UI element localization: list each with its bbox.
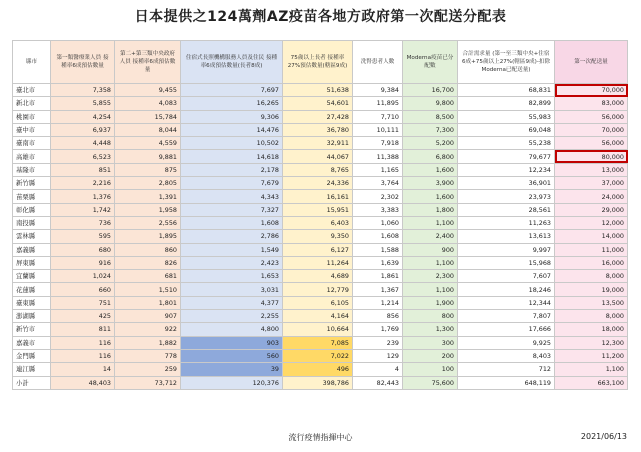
cell-long-term-care: 4,800 [181,323,283,336]
cell-elderly-75: 51,638 [283,84,353,97]
cell-elderly-75: 16,161 [283,190,353,203]
cell-category-1: 6,523 [51,150,115,163]
cell-category-2-3: 1,510 [115,283,181,296]
cell-moderna: 1,100 [403,256,458,269]
cell-city: 高雄市 [13,150,51,163]
cell-city: 宜蘭縣 [13,270,51,283]
cell-category-2-3: 2,556 [115,216,181,229]
cell-city: 臺東縣 [13,296,51,309]
cell-city: 臺南市 [13,137,51,150]
cell-category-2-3: 907 [115,310,181,323]
table-row [13,230,628,243]
cell-long-term-care: 2,423 [181,256,283,269]
cell-city: 連江縣 [13,363,51,376]
cell-total-demand: 648,119 [458,376,555,389]
cell-city: 桃園市 [13,110,51,123]
cell-city: 南投縣 [13,216,51,229]
table-row [13,190,628,203]
cell-long-term-care: 4,377 [181,296,283,309]
cell-category-1: 1,024 [51,270,115,283]
header-category-2-3: 第二+第三類中央政府人員 接種率6成預估數量 [115,41,181,84]
cell-long-term-care: 4,343 [181,190,283,203]
cell-category-2-3: 259 [115,363,181,376]
table-row [13,296,628,309]
cell-category-1: 48,403 [51,376,115,389]
cell-total-demand: 18,246 [458,283,555,296]
cell-elderly-75: 4,689 [283,270,353,283]
cell-moderna: 1,900 [403,296,458,309]
cell-first-shipment: 11,000 [555,243,628,256]
cell-category-2-3: 1,958 [115,203,181,216]
header-elderly-75: 75歲以上長者 接種率27%預估數量(轄區9成) [283,41,353,84]
cell-elderly-75: 7,085 [283,336,353,349]
cell-city: 小計 [13,376,51,389]
cell-first-shipment: 70,000 [555,123,628,136]
cell-first-shipment: 37,000 [555,177,628,190]
cell-long-term-care: 2,178 [181,163,283,176]
cell-long-term-care: 39 [181,363,283,376]
cell-total-demand: 7,607 [458,270,555,283]
table-row [13,177,628,190]
cell-first-shipment: 56,000 [555,110,628,123]
cell-elderly-75: 496 [283,363,353,376]
cell-category-1: 1,376 [51,190,115,203]
cell-moderna: 7,300 [403,123,458,136]
cell-elderly-75: 12,779 [283,283,353,296]
cell-long-term-care: 1,608 [181,216,283,229]
table-row [13,150,628,163]
cell-first-shipment: 19,000 [555,283,628,296]
cell-long-term-care: 7,679 [181,177,283,190]
cell-dialysis: 82,443 [353,376,403,389]
cell-moderna: 800 [403,310,458,323]
cell-long-term-care: 7,697 [181,84,283,97]
cell-moderna: 200 [403,349,458,362]
cell-category-1: 736 [51,216,115,229]
table-row [13,363,628,376]
header-long-term-care: 住宿式長照機構服務人員及住民 接種率6成預估數量(長者8成) [181,41,283,84]
cell-total-demand: 13,613 [458,230,555,243]
table-row [13,283,628,296]
cell-city: 苗栗縣 [13,190,51,203]
cell-moderna: 100 [403,363,458,376]
cell-first-shipment: 29,000 [555,203,628,216]
cell-city: 金門縣 [13,349,51,362]
cell-moderna: 1,100 [403,283,458,296]
cell-dialysis: 856 [353,310,403,323]
cell-total-demand: 28,561 [458,203,555,216]
cell-category-2-3: 9,455 [115,84,181,97]
cell-long-term-care: 14,476 [181,123,283,136]
cell-total-demand: 7,807 [458,310,555,323]
cell-category-1: 2,216 [51,177,115,190]
cell-long-term-care: 3,031 [181,283,283,296]
cell-dialysis: 1,639 [353,256,403,269]
cell-elderly-75: 32,911 [283,137,353,150]
cell-first-shipment: 11,200 [555,349,628,362]
cell-category-1: 660 [51,283,115,296]
cell-dialysis: 1,165 [353,163,403,176]
cell-elderly-75: 27,428 [283,110,353,123]
cell-elderly-75: 6,105 [283,296,353,309]
cell-category-1: 916 [51,256,115,269]
cell-elderly-75: 6,403 [283,216,353,229]
cell-city: 屏東縣 [13,256,51,269]
cell-elderly-75: 15,951 [283,203,353,216]
cell-moderna: 2,300 [403,270,458,283]
cell-total-demand: 82,899 [458,97,555,110]
cell-dialysis: 4 [353,363,403,376]
cell-category-2-3: 778 [115,349,181,362]
cell-dialysis: 1,769 [353,323,403,336]
cell-dialysis: 239 [353,336,403,349]
cell-total-demand: 69,048 [458,123,555,136]
cell-elderly-75: 7,022 [283,349,353,362]
table-row [13,256,628,269]
cell-category-1: 851 [51,163,115,176]
cell-total-demand: 55,983 [458,110,555,123]
cell-dialysis: 129 [353,349,403,362]
cell-dialysis: 3,764 [353,177,403,190]
subtotal-row [13,376,628,389]
cell-city: 雲林縣 [13,230,51,243]
cell-first-shipment: 80,000 [555,150,628,163]
cell-moderna: 16,700 [403,84,458,97]
cell-city: 新北市 [13,97,51,110]
header-dialysis: 洗腎患者人數 [353,41,403,84]
cell-long-term-care: 1,653 [181,270,283,283]
cell-city: 花蓮縣 [13,283,51,296]
cell-dialysis: 3,383 [353,203,403,216]
cell-long-term-care: 560 [181,349,283,362]
cell-first-shipment: 13,500 [555,296,628,309]
cell-dialysis: 1,588 [353,243,403,256]
cell-dialysis: 1,861 [353,270,403,283]
cell-first-shipment: 1,100 [555,363,628,376]
cell-category-2-3: 875 [115,163,181,176]
cell-category-1: 425 [51,310,115,323]
cell-elderly-75: 4,164 [283,310,353,323]
cell-first-shipment: 18,000 [555,323,628,336]
cell-moderna: 5,200 [403,137,458,150]
cell-total-demand: 23,973 [458,190,555,203]
cell-total-demand: 12,234 [458,163,555,176]
cell-city: 嘉義市 [13,336,51,349]
header-first-shipment: 第一次配送量 [555,41,628,84]
cell-elderly-75: 10,664 [283,323,353,336]
cell-dialysis: 9,384 [353,84,403,97]
cell-moderna: 9,800 [403,97,458,110]
table-row [13,203,628,216]
cell-city: 彰化縣 [13,203,51,216]
cell-category-2-3: 4,083 [115,97,181,110]
cell-moderna: 3,900 [403,177,458,190]
cell-elderly-75: 11,264 [283,256,353,269]
cell-first-shipment: 24,000 [555,190,628,203]
cell-elderly-75: 398,786 [283,376,353,389]
cell-total-demand: 9,925 [458,336,555,349]
cell-first-shipment: 12,300 [555,336,628,349]
cell-category-2-3: 860 [115,243,181,256]
cell-city: 臺中市 [13,123,51,136]
cell-total-demand: 9,997 [458,243,555,256]
cell-elderly-75: 9,350 [283,230,353,243]
cell-total-demand: 15,968 [458,256,555,269]
cell-total-demand: 79,677 [458,150,555,163]
cell-long-term-care: 1,549 [181,243,283,256]
table-row [13,270,628,283]
cell-category-2-3: 826 [115,256,181,269]
footer-date: 2021/06/13 [580,432,627,441]
cell-category-1: 14 [51,363,115,376]
cell-category-2-3: 1,391 [115,190,181,203]
cell-first-shipment: 663,100 [555,376,628,389]
cell-first-shipment: 13,000 [555,163,628,176]
cell-category-2-3: 2,805 [115,177,181,190]
cell-category-1: 595 [51,230,115,243]
cell-moderna: 1,600 [403,163,458,176]
cell-elderly-75: 24,336 [283,177,353,190]
cell-category-2-3: 1,801 [115,296,181,309]
cell-total-demand: 11,263 [458,216,555,229]
cell-category-1: 4,254 [51,110,115,123]
page-title: 日本提供之124萬劑AZ疫苗各地方政府第一次配送分配表 [134,9,507,25]
cell-total-demand: 12,344 [458,296,555,309]
cell-category-1: 6,937 [51,123,115,136]
cell-first-shipment: 12,000 [555,216,628,229]
table-row [13,216,628,229]
cell-dialysis: 2,302 [353,190,403,203]
cell-long-term-care: 10,502 [181,137,283,150]
cell-moderna: 900 [403,243,458,256]
cell-category-2-3: 681 [115,270,181,283]
cell-first-shipment: 56,000 [555,137,628,150]
cell-category-2-3: 9,881 [115,150,181,163]
cell-long-term-care: 2,786 [181,230,283,243]
cell-total-demand: 36,901 [458,177,555,190]
table-row [13,137,628,150]
cell-dialysis: 7,710 [353,110,403,123]
table-row [13,97,628,110]
table-row [13,336,628,349]
cell-moderna: 6,800 [403,150,458,163]
cell-first-shipment: 16,000 [555,256,628,269]
cell-moderna: 1,600 [403,190,458,203]
cell-elderly-75: 6,127 [283,243,353,256]
table-row [13,349,628,362]
cell-category-2-3: 1,895 [115,230,181,243]
cell-dialysis: 1,608 [353,230,403,243]
cell-total-demand: 17,666 [458,323,555,336]
cell-dialysis: 10,111 [353,123,403,136]
cell-category-2-3: 15,784 [115,110,181,123]
cell-moderna: 2,400 [403,230,458,243]
table-header-row [13,41,628,84]
cell-moderna: 8,500 [403,110,458,123]
cell-total-demand: 712 [458,363,555,376]
cell-first-shipment: 8,000 [555,270,628,283]
cell-long-term-care: 9,306 [181,110,283,123]
cell-total-demand: 68,831 [458,84,555,97]
table-row [13,123,628,136]
header-total-demand: 合計需求量 (第一至三類中央+住宿6成+75歲以上27%(轄區9成)-扣除Moderna已配送量) [458,41,555,84]
cell-elderly-75: 54,601 [283,97,353,110]
cell-city: 新竹縣 [13,177,51,190]
cell-category-2-3: 922 [115,323,181,336]
cell-dialysis: 1,367 [353,283,403,296]
header-moderna: Moderna疫苗已分配數 [403,41,458,84]
cell-first-shipment: 70,000 [555,84,628,97]
footer-agency: 流行疫情指揮中心 [288,433,353,442]
cell-elderly-75: 8,765 [283,163,353,176]
cell-category-1: 5,855 [51,97,115,110]
cell-long-term-care: 903 [181,336,283,349]
table-row [13,110,628,123]
cell-dialysis: 11,895 [353,97,403,110]
cell-long-term-care: 16,265 [181,97,283,110]
cell-city: 新竹市 [13,323,51,336]
cell-long-term-care: 120,376 [181,376,283,389]
cell-city: 澎湖縣 [13,310,51,323]
table-row [13,243,628,256]
cell-long-term-care: 2,255 [181,310,283,323]
cell-elderly-75: 44,067 [283,150,353,163]
cell-moderna: 1,100 [403,216,458,229]
cell-total-demand: 8,403 [458,349,555,362]
cell-category-2-3: 1,882 [115,336,181,349]
cell-dialysis: 7,918 [353,137,403,150]
cell-moderna: 75,600 [403,376,458,389]
allocation-table [12,40,628,390]
cell-category-1: 680 [51,243,115,256]
cell-category-1: 116 [51,349,115,362]
cell-city: 臺北市 [13,84,51,97]
cell-category-2-3: 4,559 [115,137,181,150]
cell-moderna: 1,800 [403,203,458,216]
cell-city: 基隆市 [13,163,51,176]
cell-long-term-care: 7,327 [181,203,283,216]
cell-moderna: 1,300 [403,323,458,336]
cell-first-shipment: 83,000 [555,97,628,110]
table-row [13,323,628,336]
cell-first-shipment: 14,000 [555,230,628,243]
header-category-1: 第一類醫療業人員 接種率6成預估數量 [51,41,115,84]
cell-city: 嘉義縣 [13,243,51,256]
header-city: 縣市 [13,41,51,84]
cell-category-2-3: 8,044 [115,123,181,136]
table-row [13,310,628,323]
cell-total-demand: 55,238 [458,137,555,150]
cell-category-1: 116 [51,336,115,349]
cell-category-1: 811 [51,323,115,336]
table-row [13,163,628,176]
cell-dialysis: 1,214 [353,296,403,309]
table-row [13,84,628,97]
cell-category-1: 4,448 [51,137,115,150]
cell-elderly-75: 36,780 [283,123,353,136]
cell-category-1: 1,742 [51,203,115,216]
cell-moderna: 300 [403,336,458,349]
cell-long-term-care: 14,618 [181,150,283,163]
cell-category-2-3: 73,712 [115,376,181,389]
cell-dialysis: 11,388 [353,150,403,163]
cell-category-1: 7,358 [51,84,115,97]
cell-first-shipment: 8,000 [555,310,628,323]
cell-dialysis: 1,060 [353,216,403,229]
table-body [13,84,628,390]
cell-category-1: 751 [51,296,115,309]
